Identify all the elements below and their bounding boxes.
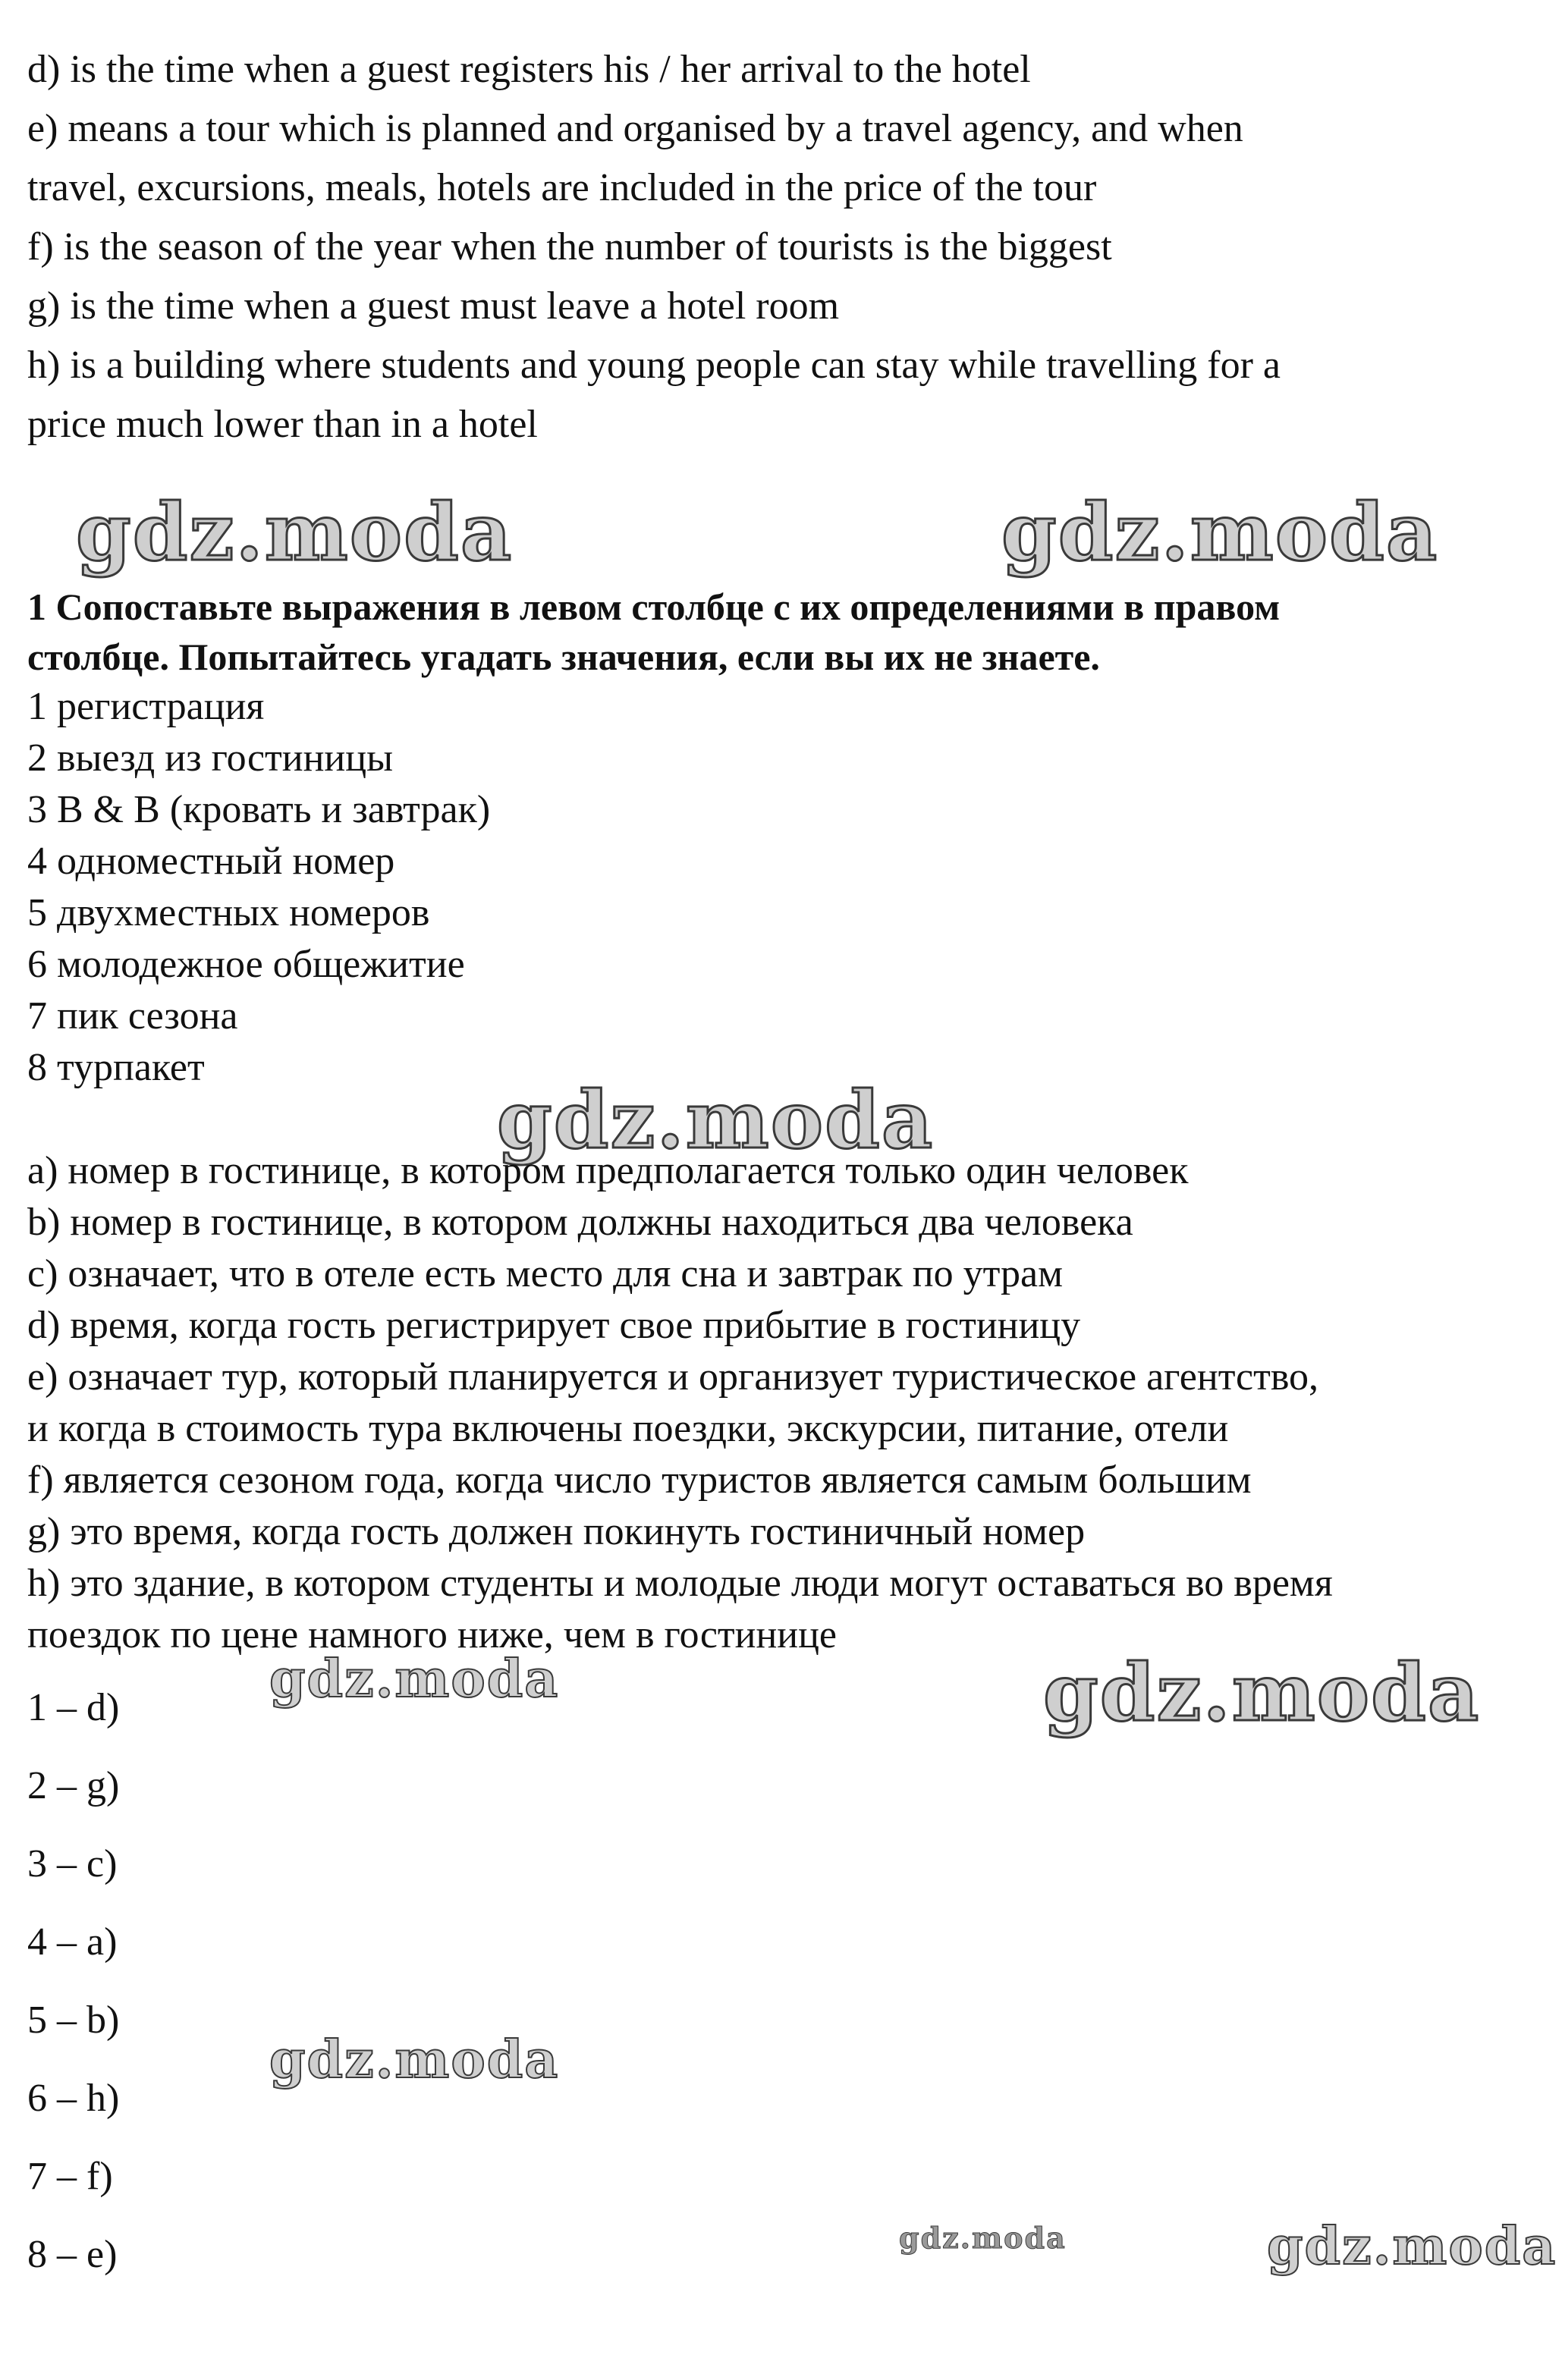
- russian-definition-line: g) это время, когда гость должен покинуть гостиничный номер: [27, 1510, 1086, 1553]
- watermark-logo: gdz.moda: [497, 1073, 935, 1166]
- term-item: 8 турпакет: [27, 1046, 205, 1089]
- answer-item: 4 – a): [27, 1920, 118, 1964]
- english-definition-line: e) means a tour which is planned and organised by a travel agency, and when: [27, 107, 1243, 150]
- answer-item: 8 – e): [27, 2233, 118, 2276]
- answer-item: 6 – h): [27, 2077, 120, 2120]
- russian-definition-line: e) означает тур, который планируется и организует туристическое агентство,: [27, 1355, 1319, 1399]
- russian-definition-line: b) номер в гостинице, в котором должны находиться два человека: [27, 1201, 1133, 1244]
- russian-definition-line: d) время, когда гость регистрирует свое прибытие в гостиницу: [27, 1304, 1081, 1347]
- task-heading-line: столбце. Попытайтесь угадать значения, если вы их не знаете.: [27, 636, 1100, 678]
- term-item: 5 двухместных номеров: [27, 891, 430, 934]
- answer-item: 7 – f): [27, 2155, 113, 2198]
- english-definition-line: h) is a building where students and young people can stay while travelling for a: [27, 344, 1281, 387]
- term-item: 4 одноместный номер: [27, 840, 395, 883]
- watermark-logo: gdz.moda: [269, 2030, 560, 2090]
- english-definition-line: travel, excursions, meals, hotels are included in the price of the tour: [27, 166, 1097, 209]
- watermark-logo: gdz.moda: [899, 2221, 1067, 2255]
- term-item: 3 B & B (кровать и завтрак): [27, 788, 491, 831]
- watermark-logo: gdz.moda: [1267, 2216, 1557, 2277]
- russian-definition-line: f) является сезоном года, когда число туристов является самым большим: [27, 1458, 1252, 1502]
- term-item: 7 пик сезона: [27, 994, 238, 1038]
- watermark-logo: gdz.moda: [269, 1649, 560, 1710]
- english-definition-line: g) is the time when a guest must leave a hotel room: [27, 284, 840, 328]
- term-item: 6 молодежное общежитие: [27, 943, 465, 986]
- russian-definition-line: c) означает, что в отеле есть место для сна и завтрак по утрам: [27, 1252, 1063, 1295]
- english-definition-line: price much lower than in a hotel: [27, 403, 538, 446]
- watermark-logo: gdz.moda: [76, 485, 514, 579]
- russian-definition-line: h) это здание, в котором студенты и молодые люди могут оставаться во время: [27, 1562, 1333, 1605]
- watermark-logo: gdz.moda: [1001, 485, 1439, 579]
- answer-item: 1 – d): [27, 1686, 120, 1729]
- term-item: 2 выезд из гостиницы: [27, 736, 394, 780]
- watermark-logo: gdz.moda: [1043, 1646, 1481, 1739]
- answer-item: 2 – g): [27, 1764, 120, 1807]
- english-definition-line: f) is the season of the year when the number of tourists is the biggest: [27, 225, 1112, 268]
- russian-definition-line: a) номер в гостинице, в котором предполагается только один человек: [27, 1149, 1189, 1192]
- task-heading-line: 1 Сопоставьте выражения в левом столбце с их определениями в правом: [27, 586, 1281, 628]
- term-item: 1 регистрация: [27, 685, 265, 728]
- answer-item: 3 – c): [27, 1842, 118, 1885]
- russian-definition-line: и когда в стоимость тура включены поездки, экскурсии, питание, отели: [27, 1407, 1229, 1450]
- english-definition-line: d) is the time when a guest registers his / her arrival to the hotel: [27, 48, 1031, 91]
- russian-definition-line: поездок по цене намного ниже, чем в гостинице: [27, 1613, 838, 1656]
- answer-item: 5 – b): [27, 1999, 120, 2042]
